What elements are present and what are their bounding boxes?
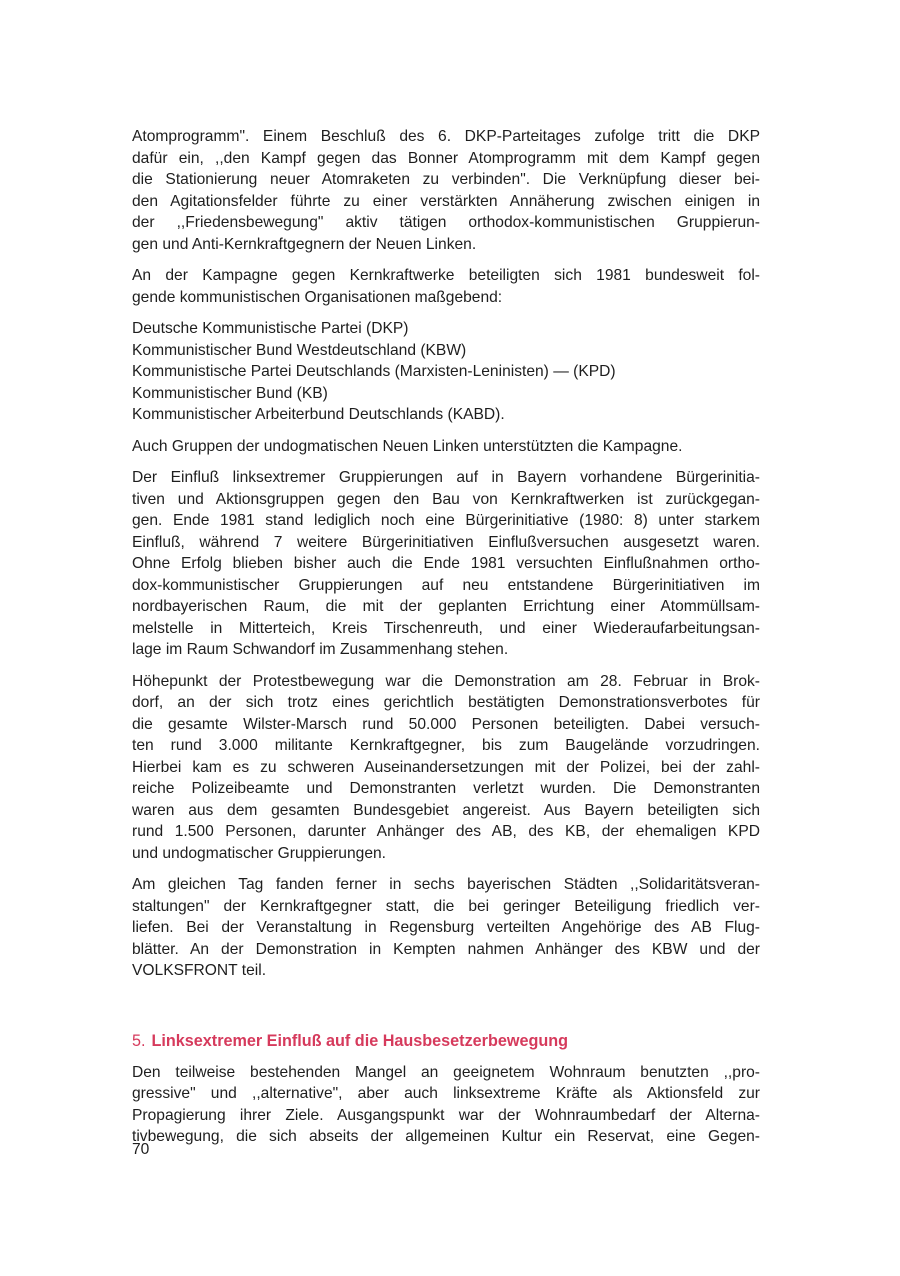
text-line: melstelle in Mitterteich, Kreis Tirschenreuth, und einer Wiederaufarbeitungsan- [132,619,760,637]
section-heading [132,1030,760,1052]
organization-item: Kommunistische Partei Deutschlands (Marxisten-Leninisten) — (KPD) [132,363,616,380]
text-line: Einfluß, während 7 weitere Bürgerinitiativen Einflußversuchen ausgesetzt waren. [132,533,760,551]
text-line: reiche Polizeibeamte und Demonstranten verletzt wurden. Die Demonstranten [132,780,760,797]
organization-item: Kommunistischer Bund (KB) [132,384,328,402]
paragraph-atomprogramm [132,126,760,255]
text-line: VOLKSFRONT teil. [132,962,267,979]
text-line: dafür ein, ,,den Kampf gegen das Bonner Atomprogramm mit dem Kampf gegen [132,149,760,167]
text-line: Ohne Erfolg blieben bisher auch die Ende 1981 versuchten Einflußnahmen ortho- [132,555,760,572]
text-line: der ,,Friedensbewegung" aktiv tätigen orthodox-kommunistischen Gruppierun- [132,214,760,231]
text-line: An der Kampagne gegen Kernkraftwerke beteiligten sich 1981 bundesweit fol- [132,267,760,284]
paragraph-undogmatisch [132,436,760,458]
text-line: Hierbei kam es zu schweren Auseinandersetzungen mit der Polizei, bei der zahl- [132,758,760,776]
organization-item: Kommunistischer Bund Westdeutschland (KBW) [132,341,467,359]
text-line: dox-kommunistischer Gruppierungen auf neu entstandene Bürgerinitiativen im [132,576,760,594]
text-line: die Stationierung neuer Atomraketen zu verbinden". Die Verknüpfung dieser bei- [132,171,760,188]
text-line: dorf, an der sich trotz eines gerichtlich bestätigten Demonstrationsverbotes für [132,694,760,711]
text-line: den Agitationsfelder führte zu einer verstärkten Annäherung zwischen einigen in [132,192,760,210]
text-line: gen. Ende 1981 stand lediglich noch eine Bürgerinitiative (1980: 8) unter starkem [132,512,760,529]
paragraph-einfluss-bayern [132,467,760,661]
text-line: blätter. An der Demonstration in Kempten nahmen Anhänger des KBW und der [132,940,760,958]
section-number: 5. [132,1031,146,1050]
text-line: ten rund 3.000 militante Kernkraftgegner, bis zum Baugelände vorzudringen. [132,737,760,754]
organization-list [132,318,760,426]
text-line: staltungen" der Kernkraftgegner statt, die bei geringer Beteiligung friedlich ver- [132,897,760,915]
text-line: Am gleichen Tag fanden ferner in sechs bayerischen Städten ,,Solidaritätsveran- [132,876,760,893]
paragraph-kampagne [132,265,760,308]
text-line: Auch Gruppen der undogmatischen Neuen Linken unterstützten die Kampagne. [132,437,683,455]
text-line: rund 1.500 Personen, darunter Anhänger des AB, des KB, der ehemaligen KPD [132,823,760,840]
section-title: Linksextremer Einfluß auf die Hausbesetzerbewegung [151,1031,568,1050]
text-line: gende kommunistischen Organisationen maßgebend: [132,288,503,306]
text-line: liefen. Bei der Veranstaltung in Regensburg verteilten Angehörige des AB Flug- [132,919,760,936]
text-line: Höhepunkt der Protestbewegung war die Demonstration am 28. Februar in Brok- [132,672,760,690]
text-line: und undogmatischer Gruppierungen. [132,844,386,862]
text-line: lage im Raum Schwandorf im Zusammenhang stehen. [132,641,509,658]
text-line: gressive" und ,,alternative", aber auch linksextreme Kräfte als Aktionsfeld zur [132,1085,760,1102]
organization-item: Kommunistischer Arbeiterbund Deutschlands (KABD). [132,406,505,423]
paragraph-hausbesetzer [132,1062,760,1148]
text-line: die gesamte Wilster-Marsch rund 50.000 Personen beteiligten. Dabei versuch- [132,715,760,733]
text-line: nordbayerischen Raum, die mit der geplanten Errichtung einer Atommüllsam- [132,598,760,615]
paragraph-solidaritaet [132,874,760,982]
organization-item: Deutsche Kommunistische Partei (DKP) [132,320,409,337]
text-line: waren aus dem gesamten Bundesgebiet angereist. Aus Bayern beteiligten sich [132,801,760,819]
text-line: tiven und Aktionsgruppen gegen den Bau von Kernkraftwerken ist zurückgegan- [132,490,760,508]
document-page [132,126,760,1158]
page-number: 70 [132,1141,150,1158]
text-line: Den teilweise bestehenden Mangel an geeignetem Wohnraum benutzten ,,pro- [132,1063,760,1081]
text-line: tivbewegung, die sich abseits der allgemeinen Kultur ein Reservat, eine Gegen- [132,1128,760,1145]
text-line: Propagierung ihrer Ziele. Ausgangspunkt war der Wohnraumbedarf der Alterna- [132,1106,760,1124]
text-line: gen und Anti-Kernkraftgegnern der Neuen Linken. [132,235,477,253]
paragraph-brokdorf [132,671,760,865]
text-line: Der Einfluß linksextremer Gruppierungen auf in Bayern vorhandene Bürgerinitia- [132,469,760,486]
text-line: Atomprogramm". Einem Beschluß des 6. DKP-Parteitages zufolge tritt die DKP [132,128,760,145]
